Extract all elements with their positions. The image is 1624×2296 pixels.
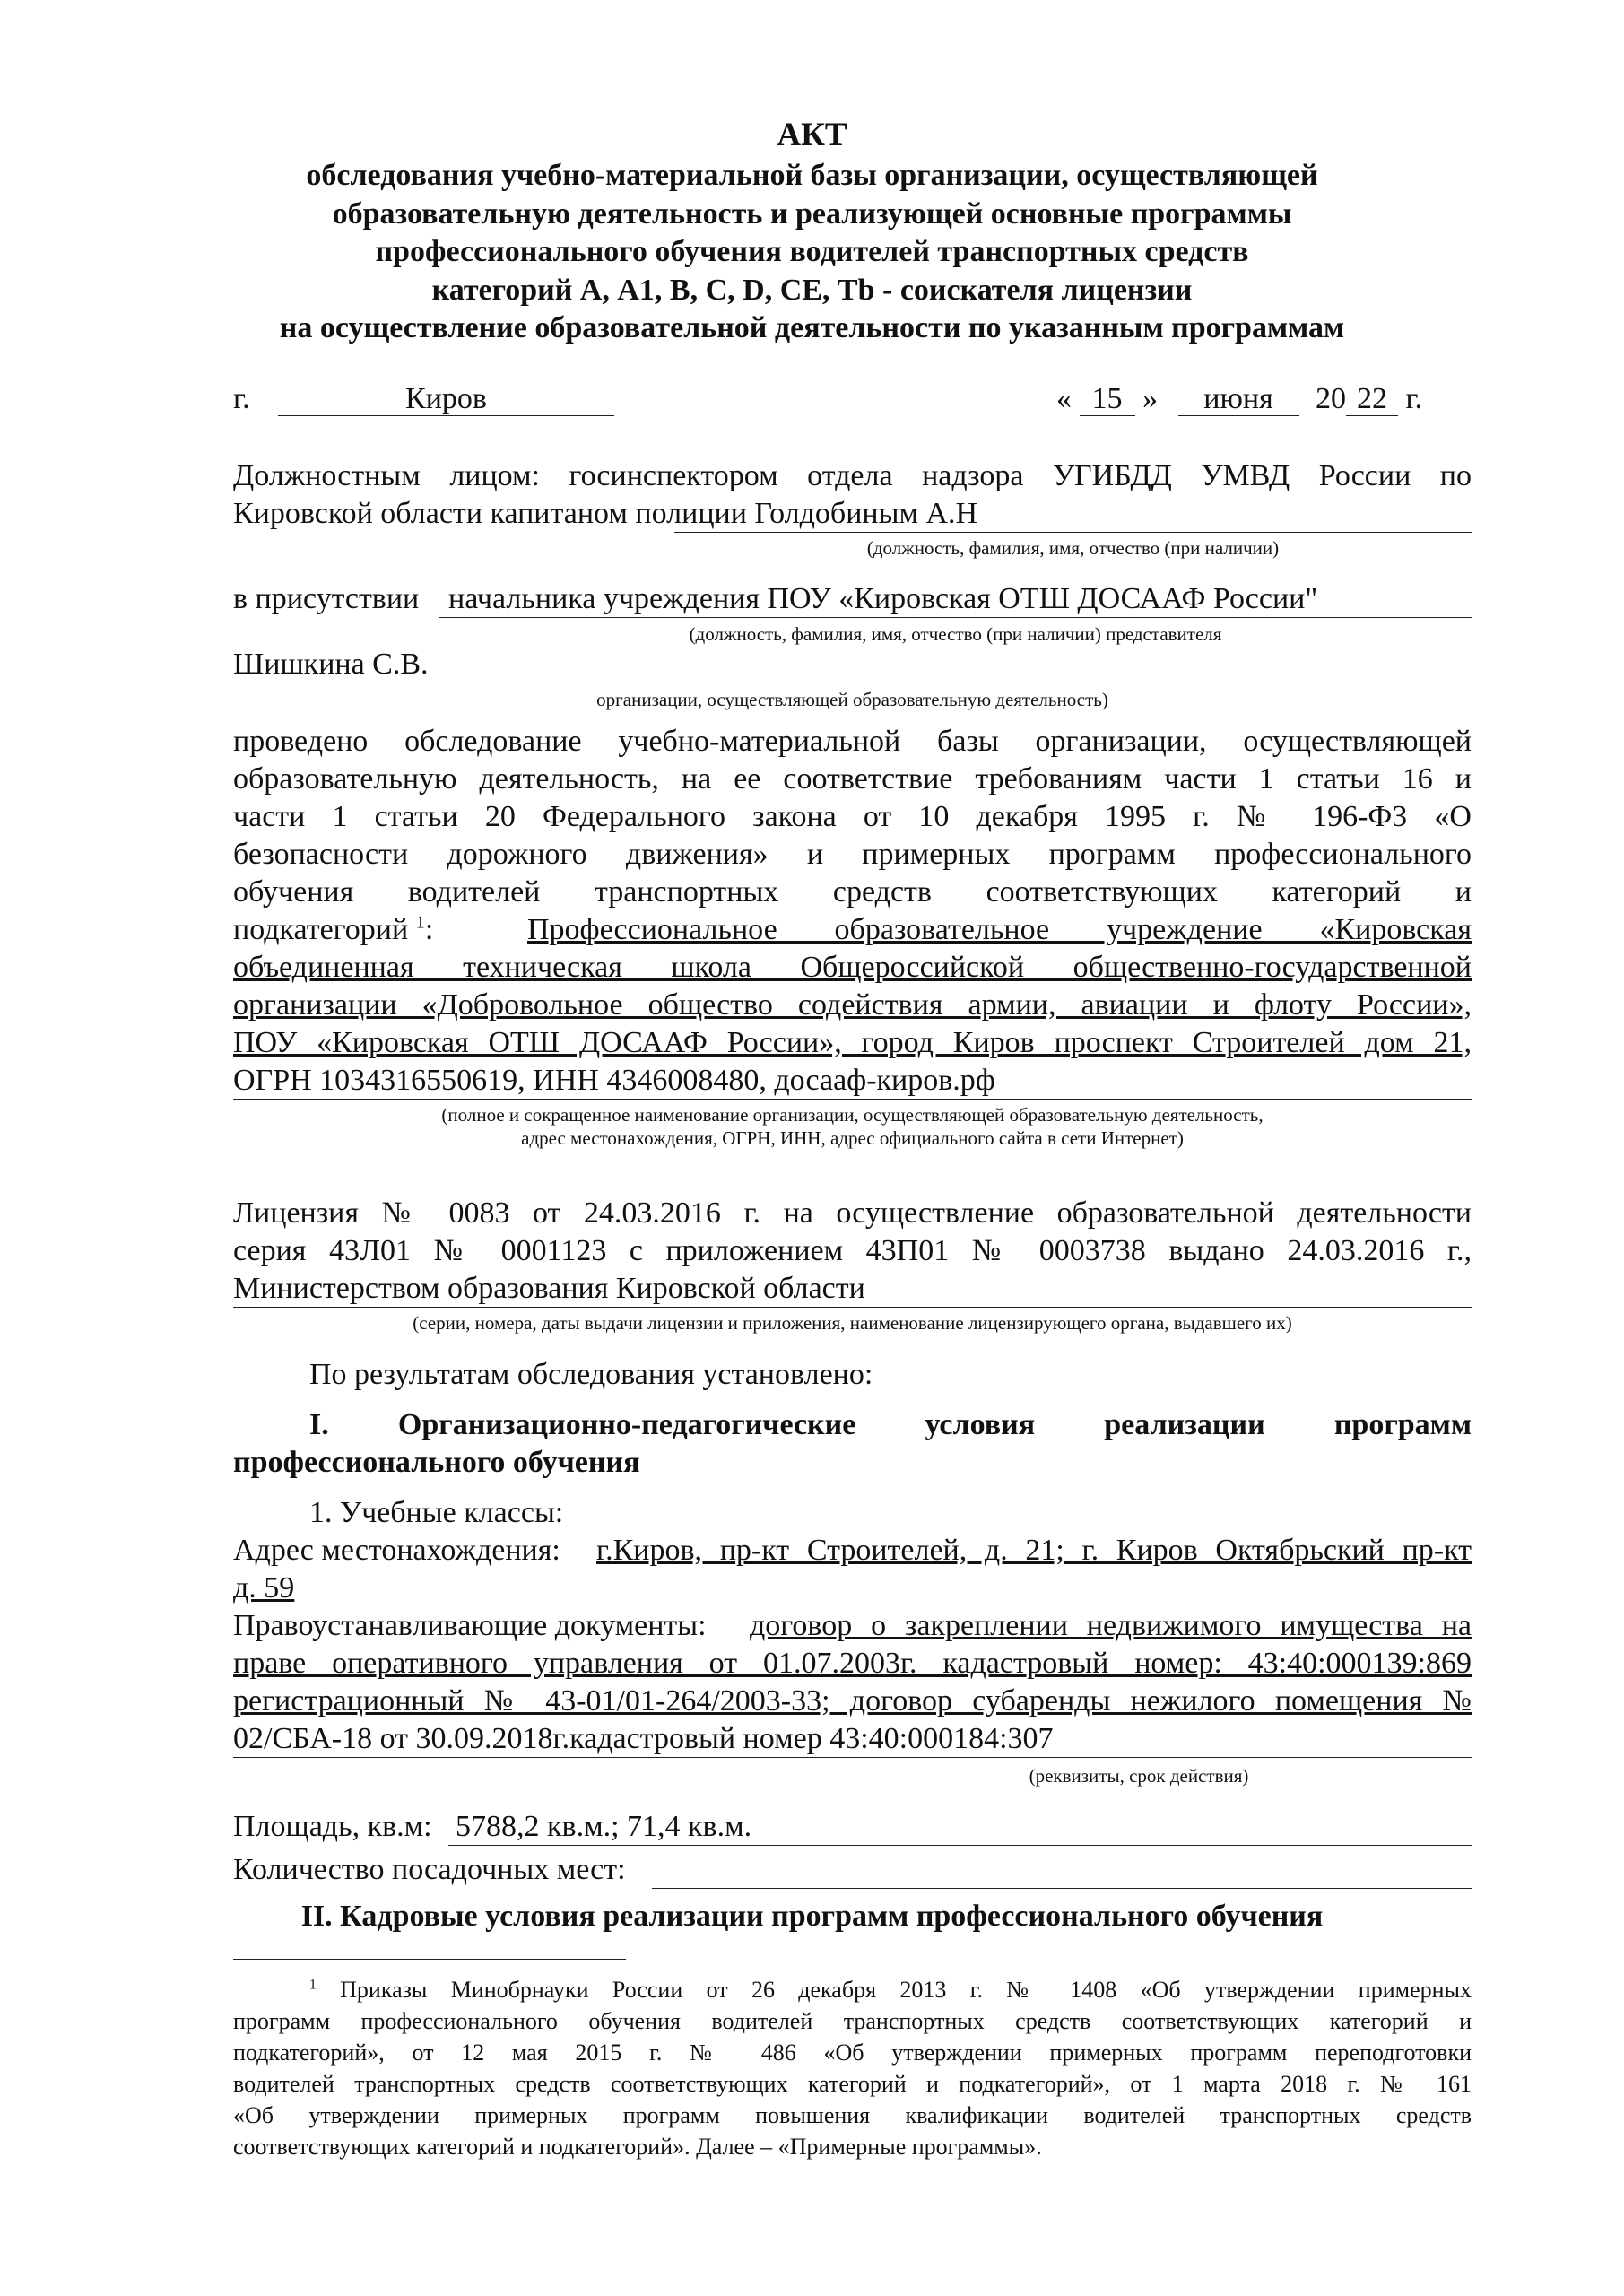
org-name-line: Профессиональное образовательное учреждение «Кировская [527,913,1472,946]
date-quote-close: » [1142,382,1158,415]
underline [652,1888,1472,1889]
body-line: безопасности дорожного движения» и примерных программ профессионального [233,838,1472,871]
act-subtitle-line: на осуществление образовательной деятельности по указанным программам [279,311,1345,344]
org-caption: адрес местонахождения, ОГРН, ИНН, адрес официального сайта в сети Интернет) [521,1127,1184,1149]
docs-value: договор о закреплении недвижимого имущества на [750,1609,1472,1642]
date-month: июня [1178,383,1299,416]
classes-heading: 1. Учебные классы: [309,1496,564,1529]
docs-value: регистрационный № 43-01/01-264/2003-33; договор субаренды нежилого помещения № [233,1684,1472,1718]
underline [439,617,1472,618]
footnote-separator [233,1959,626,1960]
act-subtitle-line: профессионального обучения водителей транспортных средств [375,235,1249,268]
underline [674,532,1472,533]
underline [233,1757,1472,1758]
license-line: серия 43Л01 № 0001123 с приложением 43П01 № 0003738 выдано 24.03.2016 г., [233,1234,1472,1267]
address-value: д. 59 [233,1571,295,1605]
official-caption: (должность, фамилия, имя, отчество (при наличии) [866,537,1280,559]
act-title: АКТ [777,117,847,153]
docs-label: Правоустанавливающие документы: [233,1609,707,1642]
address-value: г.Киров, пр-кт Строителей, д. 21; г. Киров Октябрьский пр-кт [596,1534,1472,1567]
docs-value: праве оперативного управления от 01.07.2003г. кадастровый номер: 43:40:000139:869 [233,1647,1472,1680]
org-name-line: ПОУ «Кировская ОТШ ДОСААФ России», город Киров проспект Строителей дом 21, [233,1026,1472,1059]
footnote-text: Приказы Минобрнауки России от 26 декабря 2013 г. № 1408 «Об утверждении примерных [340,1977,1472,2003]
date-day: 15 [1080,383,1135,416]
license-caption: (серии, номера, даты выдачи лицензии и приложения, наименование лицензирующего органа, выдавшего их) [413,1312,1292,1334]
representative-name: Шишкина С.В. [233,648,429,681]
presence-caption: (должность, фамилия, имя, отчество (при наличии) представителя [689,623,1222,645]
act-subtitle-line: категорий А, А1, В, С, D, СЕ, Tb - соискателя лицензии [431,274,1193,307]
act-subtitle-line: обследования учебно-материальной базы организации, осуществляющей [306,159,1318,192]
body-line: части 1 статьи 20 Федерального закона от 10 декабря 1995 г. № 196-ФЗ «О [233,800,1472,833]
official-line: Должностным лицом: госинспектором отдела надзора УГИБДД УМВД России по [233,459,1472,492]
colon: : [424,913,434,946]
subcategories-label: подкатегорий [233,913,409,946]
footnote-line: водителей транспортных средств соответствующих категорий и подкатегорий», от 1 марта 2018 г. № 161 [233,2071,1472,2097]
footnote-mark: 1 [309,1977,317,1993]
footnote-line: программ профессионального обучения водителей транспортных средств соответствующих категорий и [233,2008,1472,2034]
underline [448,1845,1472,1846]
body-line: проведено обследование учебно-материальной базы организации, осуществляющей [233,725,1472,758]
place-field [278,380,614,418]
body-line: образовательную деятельность, на ее соответствие требованиям части 1 статьи 16 и [233,762,1472,796]
org-name-line: объединенная техническая школа Общероссийской общественно-государственной [233,951,1472,984]
license-line: Министерством образования Кировской области [233,1272,865,1305]
footnote-line [309,1974,1472,2005]
date-quote-open: « [1056,382,1072,415]
docs-caption: (реквизиты, срок действия) [1029,1765,1249,1787]
date-field [1056,380,1422,418]
footnote-line: «Об утверждении примерных программ повышения квалификации водителей транспортных средств [233,2102,1472,2128]
body-line [233,911,433,949]
date-suffix: г. [1405,382,1423,415]
underline [233,1307,1472,1308]
org-caption: (полное и сокращенное наименование организации, осуществляющей образовательную деятельность, [441,1104,1264,1126]
place-prefix: г. [233,382,250,415]
body-line: обучения водителей транспортных средств соответствующих категорий и [233,875,1472,909]
underline [233,1099,1472,1100]
address-label: Адрес местонахождения: [233,1534,560,1567]
org-name-line: ОГРН 1034316550619, ИНН 4346008480, досааф-киров.рф [233,1064,995,1097]
results-intro: По результатам обследования установлено: [309,1358,873,1391]
date-year: 22 [1346,383,1398,416]
seats-label: Количество посадочных мест: [233,1853,626,1886]
area-label: Площадь, кв.м: [233,1810,432,1843]
section-1-heading: профессионального обучения [233,1446,640,1479]
representative-caption: организации, осуществляющей образовательную деятельность) [596,689,1108,710]
date-century: 20 [1316,382,1346,415]
section-1-heading: I. Организационно-педагогические условия реализации программ [309,1408,1472,1441]
license-line: Лицензия № 0083 от 24.03.2016 г. на осуществление образовательной деятельности [233,1196,1472,1230]
footnote-ref: 1 [415,912,425,933]
presence-value: начальника учреждения ПОУ «Кировская ОТШ ДОСААФ России" [448,582,1318,615]
org-name-line: организации «Добровольное общество содействия армии, авиации и флоту России», [233,988,1472,1022]
footnote-line: соответствующих категорий и подкатегорий». Далее – «Примерные программы». [233,2134,1042,2160]
section-2-heading: II. Кадровые условия реализации программ профессионального обучения [300,1900,1324,1933]
city-value: Киров [278,383,614,416]
presence-label: в присутствии [233,582,420,615]
official-line: Кировской области капитаном полиции Голдобиным А.Н [233,497,978,530]
area-value: 5788,2 кв.м.; 71,4 кв.м. [456,1810,752,1843]
docs-value: 02/СБА-18 от 30.09.2018г.кадастровый номер 43:40:000184:307 [233,1722,1054,1755]
footnote-line: подкатегорий», от 12 мая 2015 г. № 486 «Об утверждении примерных программ переподготовки [233,2039,1472,2066]
act-subtitle-line: образовательную деятельность и реализующей основные программы [332,197,1292,230]
